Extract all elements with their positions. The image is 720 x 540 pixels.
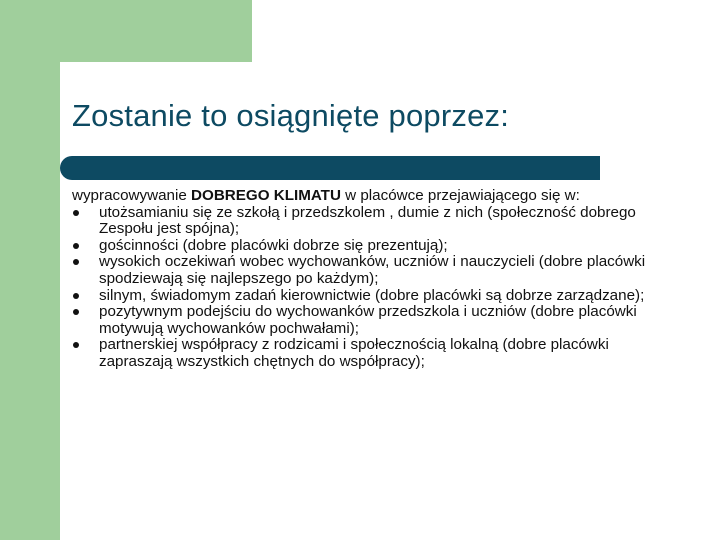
list-item-text: wysokich oczekiwań wobec wychowanków, uczniów i nauczycieli (dobre placówki spodziewają się najlepszego po każdym); [99,253,646,287]
slide-title: Zostanie to osiągnięte poprzez: [72,98,510,133]
list-item-text: partnerskiej współpracy z rodzicami i społecznością lokalną (dobre placówki zapraszają wszystkich chętnych do współpracy); [99,336,609,370]
slide-body [72,188,672,371]
bullet-dot-icon [73,259,79,265]
green-top-decoration [0,0,252,62]
intro-bold-text: DOBREGO KLIMATU [191,187,341,204]
list-item-text: pozytywnym podejściu do wychowanków przedszkola i uczniów (dobre placówki motywują wychowanków pochwałami); [99,303,637,337]
list-item-text: utożsamianiu się ze szkołą i przedszkolem , dumie z nich (społeczność dobrego Zespołu jest spójna); [99,203,636,238]
bullet-dot-icon [73,210,79,216]
intro-text-after: w placówce przejawiającego się w: [340,187,580,204]
bullet-list [72,205,672,371]
list-item [72,304,672,337]
bullet-dot-icon [73,293,79,299]
list-item [72,254,672,287]
list-item-text: gościnności (dobre placówki dobrze się prezentują); [99,236,448,254]
green-sidebar-decoration [0,0,60,540]
list-item [72,238,672,255]
list-item [72,337,672,370]
bullet-dot-icon [73,309,79,315]
intro-text-before: wypracowywanie [72,187,192,204]
bullet-dot-icon [73,342,79,348]
list-item [72,288,672,305]
list-item [72,205,672,238]
title-underline-bar [60,156,600,180]
list-item-text: silnym, świadomym zadań kierownictwie (dobre placówki są dobrze zarządzane); [99,286,645,304]
bullet-dot-icon [73,243,79,249]
intro-paragraph [72,188,672,205]
